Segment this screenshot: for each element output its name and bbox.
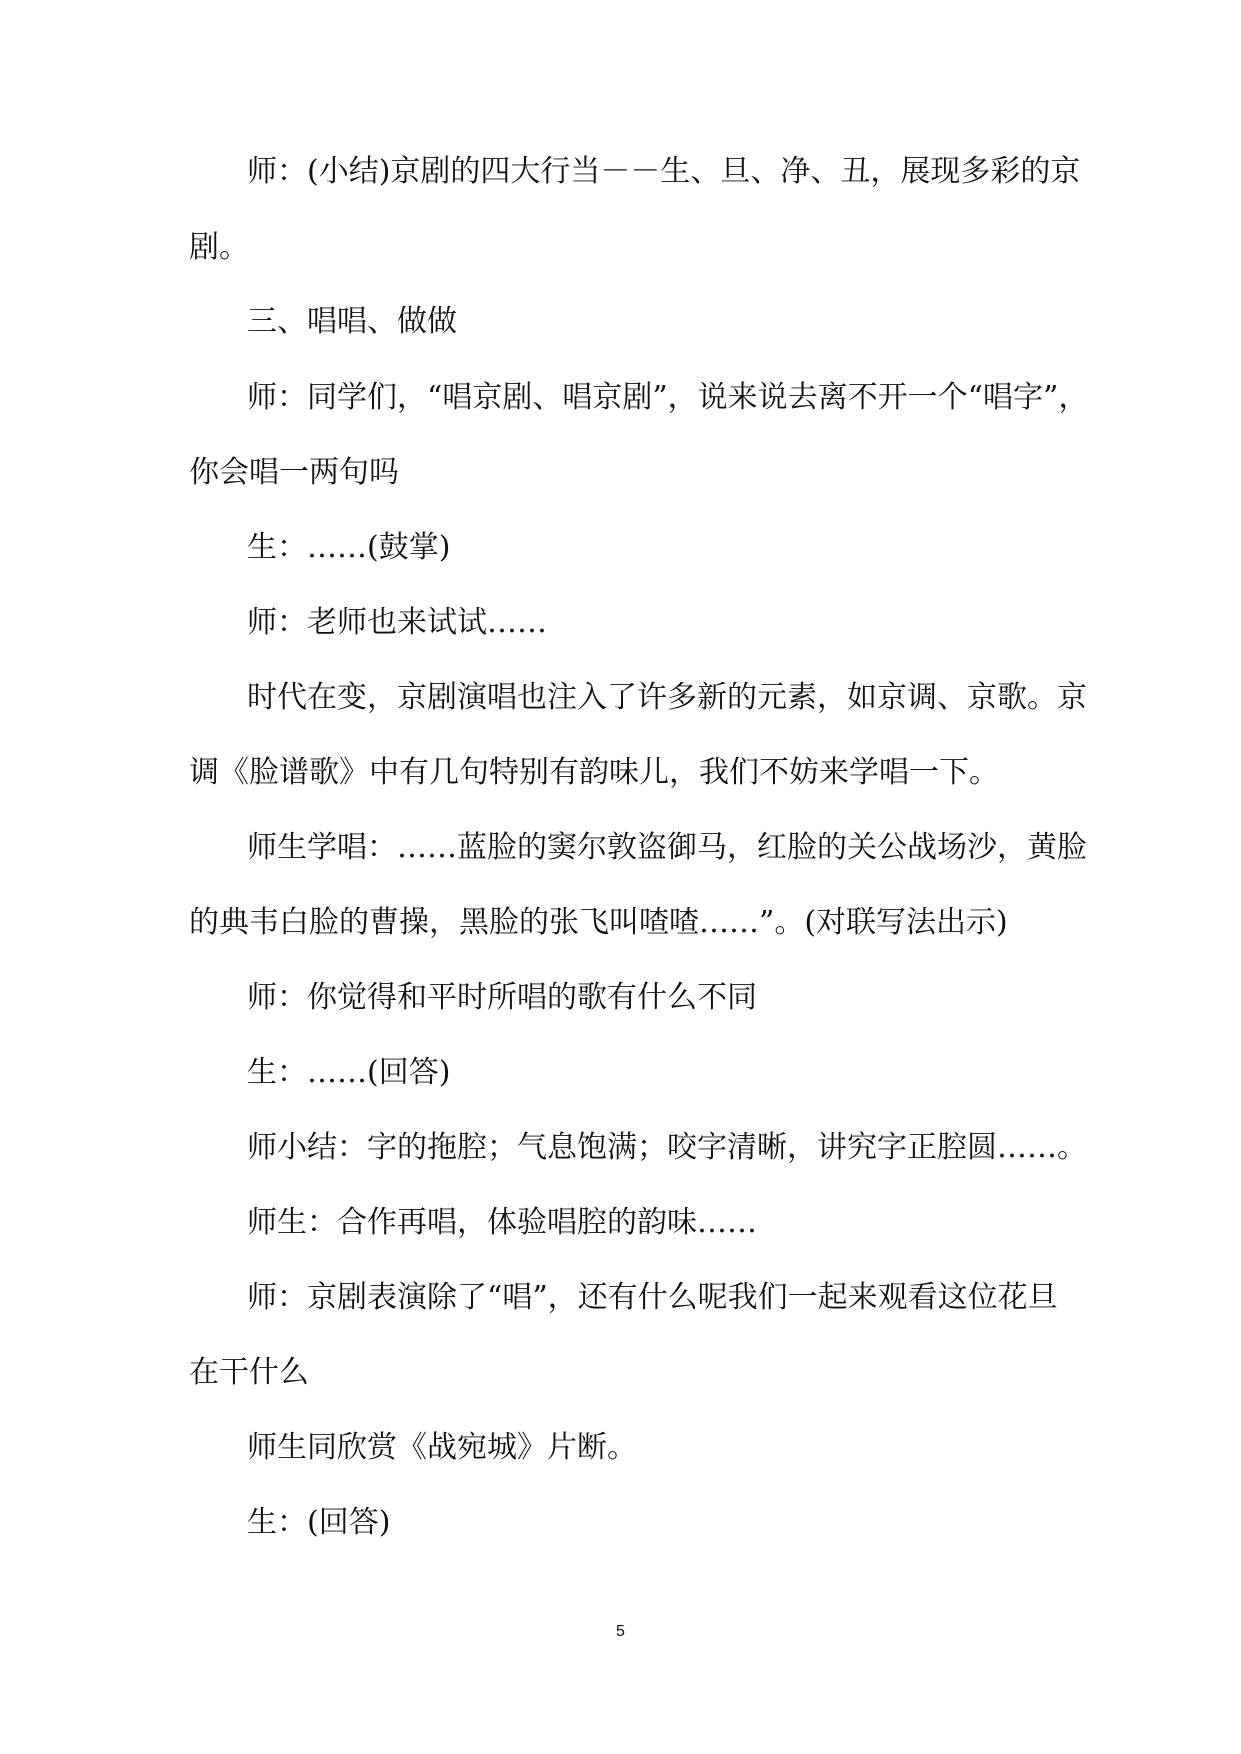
paragraph-line: 时代在变，京剧演唱也注入了许多新的元素，如京调、京歌。京 bbox=[247, 680, 1087, 715]
paragraph-line: 剧。 bbox=[189, 230, 249, 265]
paragraph-line: 你会唱一两句吗 bbox=[189, 455, 399, 490]
paragraph-line: 师：老师也来试试…… bbox=[247, 605, 547, 640]
paragraph-line: 生：(回答) bbox=[247, 1505, 391, 1540]
paragraph-line: 师：京剧表演除了“唱”，还有什么呢我们一起来观看这位花旦 bbox=[247, 1280, 1058, 1315]
paragraph-line: 生：……(回答) bbox=[247, 1055, 451, 1090]
paragraph-line: 在干什么 bbox=[189, 1355, 309, 1390]
paragraph-line: 师生学唱：……蓝脸的窦尔敦盗御马，红脸的关公战场沙，黄脸 bbox=[247, 830, 1087, 865]
section-heading: 三、唱唱、做做 bbox=[247, 304, 457, 339]
paragraph-line: 师生：合作再唱，体验唱腔的韵味…… bbox=[247, 1205, 757, 1240]
page-number: 5 bbox=[616, 1623, 625, 1640]
paragraph-line: 的典韦白脸的曹操，黑脸的张飞叫喳喳……”。(对联写法出示) bbox=[189, 905, 1008, 940]
paragraph-line: 师：你觉得和平时所唱的歌有什么不同 bbox=[247, 980, 757, 1015]
paragraph-line: 生：……(鼓掌) bbox=[247, 530, 451, 565]
paragraph-line: 师小结：字的拖腔；气息饱满；咬字清晰，讲究字正腔圆……。 bbox=[247, 1130, 1087, 1165]
paragraph-line: 师：同学们，“唱京剧、唱京剧”，说来说去离不开一个“唱字”， bbox=[247, 380, 1089, 415]
paragraph-line: 师：(小结)京剧的四大行当－－生、旦、净、丑，展现多彩的京 bbox=[247, 154, 1081, 189]
paragraph-line: 调《脸谱歌》中有几句特别有韵味儿，我们不妨来学唱一下。 bbox=[189, 755, 999, 790]
paragraph-line: 师生同欣赏《战宛城》片断。 bbox=[247, 1430, 637, 1465]
